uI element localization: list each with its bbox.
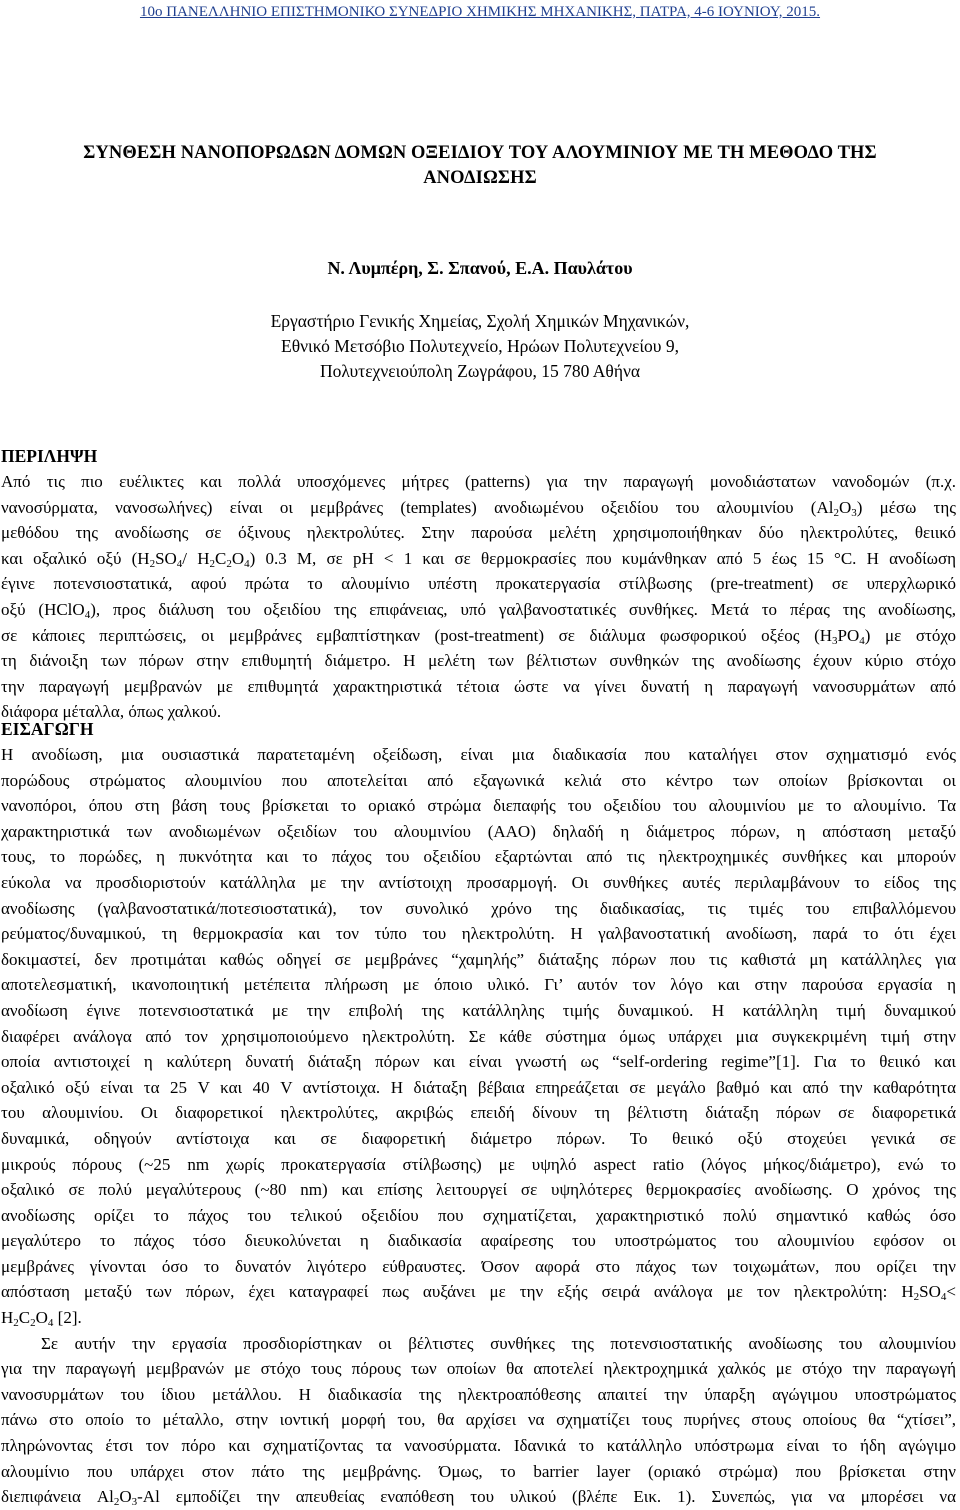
text-line: διεπιφάνεια $Al_2O_3-Al$ εμποδίζει την απευθείας εναπόθεση του υλικού (βλέπε Εικ. 1). Συνεπώς, για να μπορέσει να	[1, 1487, 957, 1509]
abstract-heading: ΠΕΡΙΛΗΨΗ	[1, 446, 98, 466]
affiliation-line: Εθνικό Μετσόβιο Πολυτεχνείο, Ηρώων Πολυτεχνείου 9,	[281, 336, 679, 356]
text-line: διάφορα μέταλλα, όπως χαλκού.	[1, 702, 222, 722]
text-line: νανοσυρμάτων του ίδιου μετάλλου. Η διαδικασία της ηλεκτροαπόθεσης απαιτεί την ύπαρξη αγώγιμου υποστρώματος	[1, 1384, 956, 1404]
text-line: αποτελεσματική, ικανοποιητική μετέπειτα πλήρωση με όποιο υλικό. Γι’ αυτόν τον λόγο και στην παρούσα εργασία η	[1, 975, 956, 995]
text-line: για την παραγωγή μεμβρανών με στόχο τους πόρους των οποίων θα αποτελεί ηλεκτροχημικά χαλκός με στόχο την παραγωγή	[1, 1359, 956, 1379]
affiliation-line: Πολυτεχνειούπολη Ζωγράφου, 15 780 Αθήνα	[319, 361, 641, 381]
text-line: οξαλικό οξύ είναι τα 25 V και 40 V αντίστοιχα. Η διάταξη βέβαια επηρεάζεται σε μεγάλο βαθμό και από την καθαρότητα	[1, 1077, 956, 1097]
text-line: οποία αντιστοιχεί η καλύτερη δυνατή διάταξη πόρων και είναι γνωστή ως “self-ordering regime”[1]. Για το θειικό και	[1, 1052, 956, 1072]
authors: Ν. Λυμπέρη, Σ. Σπανού, Ε.Α. Παυλάτου	[327, 258, 633, 278]
text-line: νανοπόροι, όπου στη βάση τους βρίσκεται το οριακό στρώμα διεπαφής του οξειδίου του αλουμινίου με το αλουμίνιο. Τα	[1, 796, 956, 816]
conference-header[interactable]: 10ο ΠΑΝΕΛΛΗΝΙΟ ΕΠΙΣΤΗΜΟΝΙΚΟ ΣΥΝΕΔΡΙΟ ΧΗΜΙΚΗΣ ΜΗΧΑΝΙΚΗΣ, ΠΑΤΡΑ, 4-6 ΙΟΥΝΙΟΥ, 2015.	[139, 4, 821, 20]
text-line: πάνω στο οποίο το μέταλλο, στην ιοντική μορφή του, θα αρχίσει να σχηματίζει τους πυρήνες στους οποίους θα “χτίσει”,	[1, 1410, 956, 1430]
paper-title	[60, 141, 900, 191]
text-line: δυναμικά, οδηγούν αντίστοιχα και σε διαφορετική διάμετρο πόρων. Το θειικό οξύ στοχεύει γενικά σε	[1, 1128, 956, 1148]
affiliation	[0, 309, 960, 384]
text-line: μεμβράνες γίνονται όσο το δυνατόν λιγότερο εύθραυστες. Όσον αφορά στο πάχος των τοιχωμάτων, που ορίζει την	[1, 1256, 956, 1276]
text-line: του αλουμινίου. Οι διαφορετικοί ηλεκτρολύτες, ακριβώς επειδή δίνουν τη βέλτιστη διάταξη πόρων σε διαφορετικά	[1, 1103, 956, 1123]
text-line: ρεύματος/δυναμικού, τη θερμοκρασία και τον τύπο του ηλεκτρολύτη. Η γαλβανοστατική ανοδίωση, παρά το ότι έχει	[1, 924, 956, 944]
title-line: ΣΥΝΘΕΣΗ ΝΑΝΟΠΟΡΩΔΩΝ ΔΟΜΩΝ ΟΞΕΙΔΙΟΥ ΤΟΥ ΑΛΟΥΜΙΝΙΟΥ ΜΕ ΤΗ ΜΕΘΟΔΟ ΤΗΣ	[83, 143, 877, 163]
text-line: μεγαλύτερο το πάχος τόσο διευκολύνεται η διαδικασία αφαίρεσης του υποστρώματος του αλουμινίου εφόσον οι	[1, 1231, 956, 1251]
text-line: διαφέρει ανάλογα από τον χρησιμοποιούμενο ηλεκτρολύτη. Σε κάθε σύστημα όμως υπάρχει μια συγκεκριμένη τιμή στην	[1, 1026, 956, 1046]
text-line: $H_2C_2O_4$ [2].	[1, 1308, 82, 1330]
text-line: πληρώνοντας έτσι τον πόρο και σχηματίζοντας τα νανοσύρματα. Ιδανικά το κατάλληλο υπόστρωμα είναι το ήδη αγώγιμο	[1, 1436, 956, 1456]
text-line: τη διάνοιξη των πόρων στην επιθυμητή διάμετρο. Η μελέτη των βέλτιστων συνθηκών της ανοδίωσης έχουν κύριο στόχο	[1, 651, 956, 671]
text-line: ανοδίωσης ορίζει το πάχος του τελικού οξειδίου που σχηματίζεται, χαρακτηριστικό πολύ σημαντικό καθώς όσο	[1, 1205, 956, 1225]
text-line: δοκιμαστεί, δεν προτιμάται καθώς οδηγεί σε μεμβράνες “χαμηλής” διάταξης πόρων που τις καθιστά μη κατάλληλες για	[1, 949, 956, 969]
text-line: πορώδους στρώματος αλουμινίου που αποτελείται από εξαγωνικά κελιά στο κέντρο των οποίων βρίσκονται οι	[1, 770, 956, 790]
text-line: ανοδίωση έγινε ποτενσιοστατικά με την επιβολή της κατάλληλης τιμής δυναμικού. Η κατάλληλη τιμή δυναμικού	[1, 1000, 956, 1020]
text-line: Από τις πιο ευέλικτες και πολλά υποσχόμενες μήτρες (patterns) για την παραγωγή μονοδιάστατων νανοδομών (π.χ.	[1, 472, 956, 491]
text-line: οξαλικό σε πολύ μεγαλύτερους (~80 nm) και επίσης λειτουργεί σε υψηλότερες θερμοκρασίες ανοδίωσης. Ο χρόνος της	[1, 1180, 956, 1200]
text-line: μεθόδου της ανοδίωσης σε όξινους ηλεκτρολύτες. Στην παρούσα μελέτη χρησιμοποιήθηκαν δύο ηλεκτρολύτες, θειικό	[1, 523, 956, 543]
affiliation-line: Εργαστήριο Γενικής Χημείας, Σχολή Χημικών Μηχανικών,	[270, 311, 690, 331]
text-line: Σε αυτήν την εργασία προσδιορίστηκαν οι βέλτιστες συνθήκες της ποτενσιοστατικής ανοδίωσης του αλουμινίου	[41, 1333, 956, 1353]
abstract-text	[1, 469, 956, 725]
text-line: Η ανοδίωση, μια ουσιαστικά παρατεταμένη οξείδωση, είναι μια διαδικασία που καταλήγει στον σχηματισμό ενός	[1, 745, 956, 764]
text-line: οξύ (HClO$_4$), προς διάλυση του οξειδίου της επιφάνειας, υπό γαλβανοστατικές συνθήκες. Μετά το πέρας της ανοδίωσης,	[1, 599, 956, 621]
text-line: τους, το πορώδες, η πυκνότητα και το πάχος του οξειδίου εξαρτώνται από τις ηλεκτροχημικές συνθήκες και μπορούν	[1, 847, 956, 867]
text-line: ανοδίωσης (γαλβανοστατικά/ποτεσιοστατικά), τον συνολικό χρόνο της διαδικασίας, τις τιμές του επιβαλλόμενου	[1, 898, 956, 918]
text-line: την παραγωγή μεμβρανών με επιθυμητά χαρακτηριστικά τέτοια ώστε να γίνει δυνατή η παραγωγή νανοσυρμάτων από	[1, 676, 956, 696]
text-line: έγινε ποτενσιοστατικά, αφού πρώτα το αλουμίνιο υπέστη προκατεργασία στίλβωσης (pre-treatment) σε υπερχλωρικό	[1, 574, 956, 594]
intro-heading: ΕΙΣΑΓΩΓΗ	[1, 719, 94, 739]
text-line: απόσταση μεταξύ των πόρων, έχει καταγραφεί πως αυξάνει με την εξής σειρά ανάλογα με τον ηλεκτρολύτη: $H_2SO_4<$	[1, 1282, 956, 1304]
text-line: χαρακτηριστικά των ανοδιωμένων οξειδίων του αλουμινίου (AAO) δηλαδή η διάμετρος πόρων, η απόσταση μεταξύ	[1, 821, 956, 841]
text-line: και οξαλικό οξύ ($H_2SO_4/$ $H_2C_2O_4$) 0.3 M, σε pH < 1 και σε θερμοκρασίες που κυμάνθηκαν από 5 έως 15 °C. Η ανοδίωση	[1, 548, 956, 570]
text-line: εύκολα να προσδιοριστούν κατάλληλα με την αντίστοιχη προσαρμογή. Οι συνθήκες αυτές περιλαμβάνουν το είδος της	[1, 872, 956, 892]
title-line: ΑΝΟΔΙΩΣΗΣ	[423, 168, 537, 188]
text-line: σε κάποιες περιπτώσεις, οι μεμβράνες εμβαπτίστηκαν (post-treatment) σε διάλυμα φωσφορικού οξέος $(H_3PO_4)$ με στόχο	[1, 625, 956, 647]
text-line: μικρούς πόρους (~25 nm χωρίς προκατεργασία στίλβωσης) με υψηλό aspect ratio (λόγος μήκος/διάμετρο), ενώ το	[1, 1154, 956, 1174]
text-line: αλουμίνιο που υπάρχει στον πάτο της μεμβράνης. Όμως, το barrier layer (οριακό στρώμα) που βρίσκεται στην	[1, 1461, 956, 1481]
intro-text	[1, 742, 956, 1510]
text-line: νανοσύρματα, νανοσωλήνες) είναι οι μεμβράνες (templates) ανοδιωμένου οξειδίου του αλουμινίου $(Al_2O_3)$ μέσω της	[1, 497, 956, 519]
